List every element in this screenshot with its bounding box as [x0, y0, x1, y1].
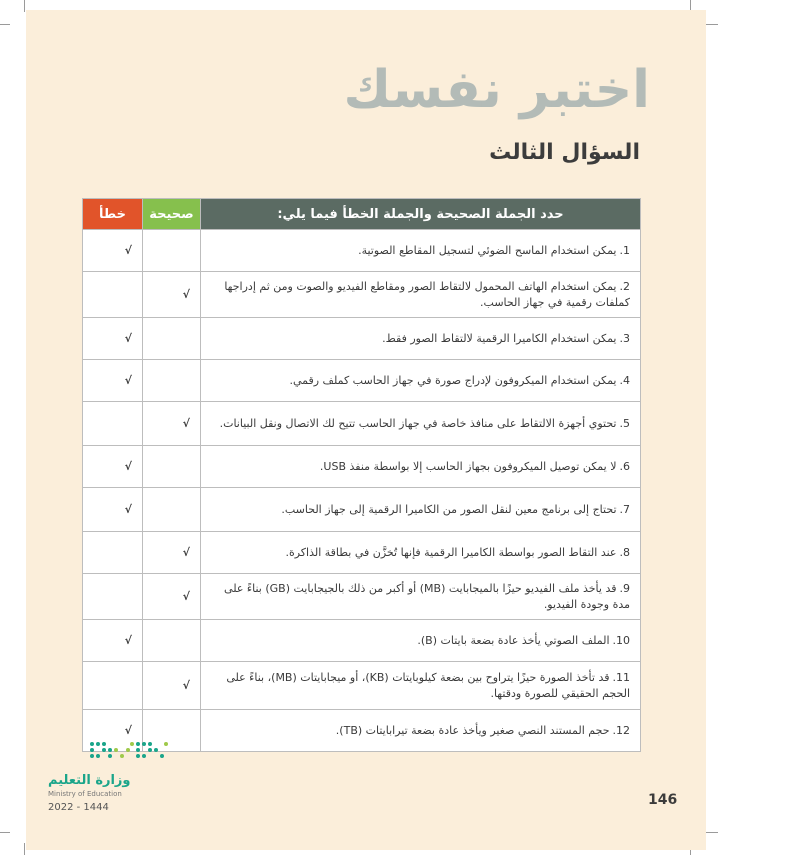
- statement-number: 11.: [612, 670, 630, 684]
- table-row: [83, 662, 641, 710]
- false-answer-cell: [83, 532, 143, 574]
- statement-cell: [201, 446, 641, 488]
- table-row: [83, 402, 641, 446]
- statement-number: 2.: [619, 279, 630, 293]
- statement-cell: [201, 318, 641, 360]
- true-answer-cell: [143, 446, 201, 488]
- statement-text: تحتوي أجهزة الالتقاط على منافذ خاصة في جهاز الحاسب تتيح لك الاتصال ونقل البيانات.: [219, 416, 617, 430]
- true-answer-cell: [143, 488, 201, 532]
- statement-number: 7.: [619, 502, 630, 516]
- statement-number: 9.: [619, 581, 630, 595]
- statement-cell: [201, 532, 641, 574]
- check-mark-icon: √: [182, 678, 190, 692]
- crop-mark: [0, 24, 10, 25]
- true-answer-cell: [143, 532, 201, 574]
- false-answer-cell: [83, 318, 143, 360]
- statement-number: 3.: [619, 331, 630, 345]
- statement-cell: [201, 662, 641, 710]
- page-number: 146: [648, 792, 678, 808]
- statement-text: يمكن استخدام الكاميرا الرقمية لالتقاط الصور فقط.: [382, 331, 617, 345]
- statement-text: قد تأخذ الصورة حيزًا يتراوح بين بضعة كيلوبايتات (KB)، أو ميجابايتات (MB)، بناءً على الحجم الحقيقي للصورة ودقتها.: [226, 670, 630, 700]
- false-answer-cell: [83, 662, 143, 710]
- statement-text: عند التقاط الصور بواسطة الكاميرا الرقمية فإنها تُخزَّن في بطاقة الذاكرة.: [285, 545, 617, 559]
- statement-cell: [201, 230, 641, 272]
- statement-text: يمكن استخدام الماسح الضوئي لتسجيل المقاطع الصوتية.: [358, 243, 617, 257]
- true-answer-cell: [143, 272, 201, 318]
- check-mark-icon: √: [124, 373, 132, 387]
- statement-cell: [201, 488, 641, 532]
- false-answer-cell: [83, 446, 143, 488]
- false-answer-cell: [83, 402, 143, 446]
- table-row: [83, 318, 641, 360]
- page-title: اختبر نفسك: [343, 60, 650, 120]
- table-row: [83, 574, 641, 620]
- true-answer-cell: [143, 402, 201, 446]
- edition-year: 2022 - 1444: [48, 802, 109, 813]
- crop-mark: [0, 832, 10, 833]
- table-row: [83, 230, 641, 272]
- statement-cell: [201, 574, 641, 620]
- table-row: [83, 272, 641, 318]
- statement-text: تحتاج إلى برنامج معين لنقل الصور من الكاميرا الرقمية إلى جهاز الحاسب.: [281, 502, 617, 516]
- question-label: السؤال الثالث: [489, 140, 640, 165]
- false-answer-cell: [83, 620, 143, 662]
- check-mark-icon: √: [124, 459, 132, 473]
- true-answer-cell: [143, 620, 201, 662]
- crop-mark: [24, 0, 25, 12]
- statement-cell: [201, 360, 641, 402]
- false-answer-cell: [83, 272, 143, 318]
- check-mark-icon: √: [182, 416, 190, 430]
- check-mark-icon: √: [124, 243, 132, 257]
- quiz-table: [82, 198, 641, 752]
- statement-cell: [201, 402, 641, 446]
- statement-text: لا يمكن توصيل الميكروفون بجهاز الحاسب إلا بواسطة منفذ USB.: [319, 459, 617, 473]
- crop-mark: [706, 24, 718, 25]
- statement-number: 5.: [619, 416, 630, 430]
- statement-number: 12.: [612, 723, 630, 737]
- statement-number: 6.: [619, 459, 630, 473]
- statement-cell: [201, 710, 641, 752]
- table-row: [83, 488, 641, 532]
- table-row: [83, 532, 641, 574]
- statement-number: 8.: [619, 545, 630, 559]
- false-answer-cell: [83, 360, 143, 402]
- table-header-row: [83, 199, 641, 230]
- false-answer-cell: [83, 574, 143, 620]
- statement-text: قد يأخذ ملف الفيديو حيزًا بالميجابايت (MB) أو أكبر من ذلك بالجيجابايت (GB) بناءً على مدة وجودة الفيديو.: [224, 581, 630, 611]
- check-mark-icon: √: [182, 545, 190, 559]
- check-mark-icon: √: [182, 287, 190, 301]
- header-false: خطأ: [83, 199, 143, 230]
- table-row: [83, 360, 641, 402]
- check-mark-icon: √: [124, 723, 132, 737]
- true-answer-cell: [143, 230, 201, 272]
- table-row: [83, 446, 641, 488]
- statement-number: 4.: [619, 373, 630, 387]
- table-row: [83, 620, 641, 662]
- true-answer-cell: [143, 662, 201, 710]
- check-mark-icon: √: [124, 502, 132, 516]
- header-question: حدد الجملة الصحيحة والجملة الخطأ فيما يلي:: [201, 199, 641, 230]
- header-true: صحيحة: [143, 199, 201, 230]
- check-mark-icon: √: [124, 633, 132, 647]
- ministry-name-en: Ministry of Education: [48, 790, 122, 798]
- false-answer-cell: [83, 230, 143, 272]
- crop-mark: [706, 832, 718, 833]
- ministry-name-ar: وزارة التعليم: [48, 773, 131, 788]
- statement-cell: [201, 272, 641, 318]
- ministry-logo-icon: [88, 738, 172, 766]
- statement-number: 1.: [619, 243, 630, 257]
- statement-number: 10.: [612, 633, 630, 647]
- statement-text: يمكن استخدام الهاتف المحمول لالتقاط الصور ومقاطع الفيديو والصوت ومن ثم إدراجها كملفات رقمية في جهاز الحاسب.: [224, 279, 630, 309]
- statement-text: الملف الصوتي يأخذ عادة بضعة بايتات (B).: [417, 633, 610, 647]
- true-answer-cell: [143, 360, 201, 402]
- check-mark-icon: √: [124, 331, 132, 345]
- statement-text: حجم المستند النصي صغير ويأخذ عادة بضعة تيرابايتات (TB).: [335, 723, 610, 737]
- crop-mark: [24, 843, 25, 855]
- false-answer-cell: [83, 488, 143, 532]
- true-answer-cell: [143, 318, 201, 360]
- true-answer-cell: [143, 574, 201, 620]
- statement-text: يمكن استخدام الميكروفون لإدراج صورة في جهاز الحاسب كملف رقمي.: [289, 373, 617, 387]
- statement-cell: [201, 620, 641, 662]
- check-mark-icon: √: [182, 589, 190, 603]
